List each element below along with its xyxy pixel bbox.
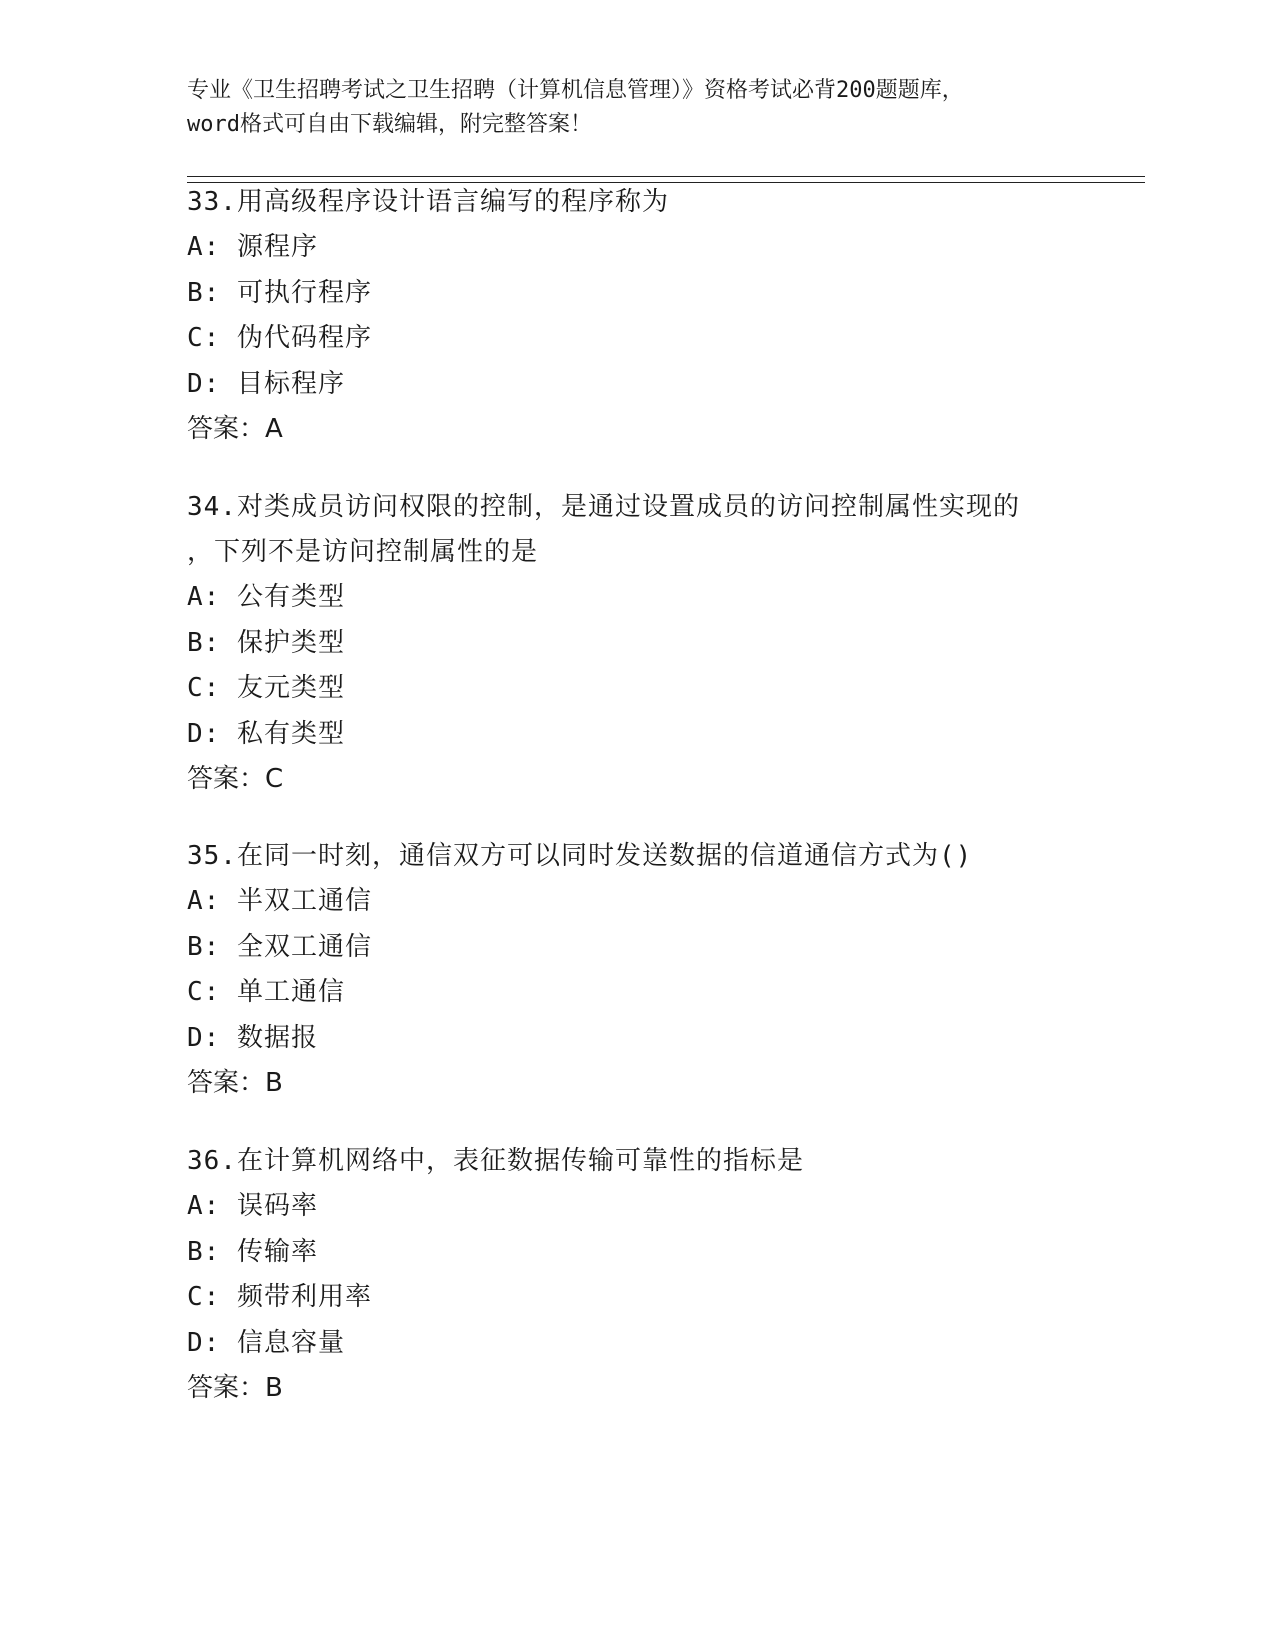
answer: 答案：C xyxy=(187,764,284,794)
answer: 答案：B xyxy=(187,1373,283,1403)
option-d: D: 数据报 xyxy=(187,1022,318,1053)
header-line-1: 专业《卫生招聘考试之卫生招聘（计算机信息管理）》资格考试必背200题题库， xyxy=(187,78,964,103)
header-divider-top xyxy=(187,176,1145,177)
option-b: B: 保护类型 xyxy=(187,627,345,658)
option-d: D: 目标程序 xyxy=(187,368,345,399)
answer: 答案：B xyxy=(187,1068,283,1098)
answer: 答案：A xyxy=(187,414,283,444)
document-header xyxy=(187,74,1087,142)
question-35 xyxy=(187,834,1087,1107)
question-text: 35.在同一时刻，通信双方可以同时发送数据的信道通信方式为() xyxy=(187,841,973,871)
option-b: B: 全双工通信 xyxy=(187,931,372,962)
question-text: 33.用高级程序设计语言编写的程序称为 xyxy=(187,187,669,217)
option-d: D: 私有类型 xyxy=(187,718,345,749)
header-line-2: word格式可自由下载编辑，附完整答案！ xyxy=(187,112,592,137)
option-d: D: 信息容量 xyxy=(187,1327,345,1358)
question-text: 36.在计算机网络中，表征数据传输可靠性的指标是 xyxy=(187,1146,804,1176)
option-a: A: 源程序 xyxy=(187,232,318,262)
question-36 xyxy=(187,1139,1087,1412)
question-34 xyxy=(187,485,1087,803)
option-c: C: 单工通信 xyxy=(187,977,345,1007)
option-c: C: 频带利用率 xyxy=(187,1282,372,1312)
option-b: B: 可执行程序 xyxy=(187,277,372,308)
option-a: A: 半双工通信 xyxy=(187,886,372,916)
question-33 xyxy=(187,180,1087,453)
option-a: A: 误码率 xyxy=(187,1191,318,1221)
question-text-line-2: ，下列不是访问控制属性的是 xyxy=(187,537,539,567)
option-c: C: 伪代码程序 xyxy=(187,323,372,353)
option-c: C: 友元类型 xyxy=(187,673,345,703)
option-a: A: 公有类型 xyxy=(187,582,345,612)
option-b: B: 传输率 xyxy=(187,1236,318,1267)
question-text-line-1: 34.对类成员访问权限的控制，是通过设置成员的访问控制属性实现的 xyxy=(187,492,1020,522)
